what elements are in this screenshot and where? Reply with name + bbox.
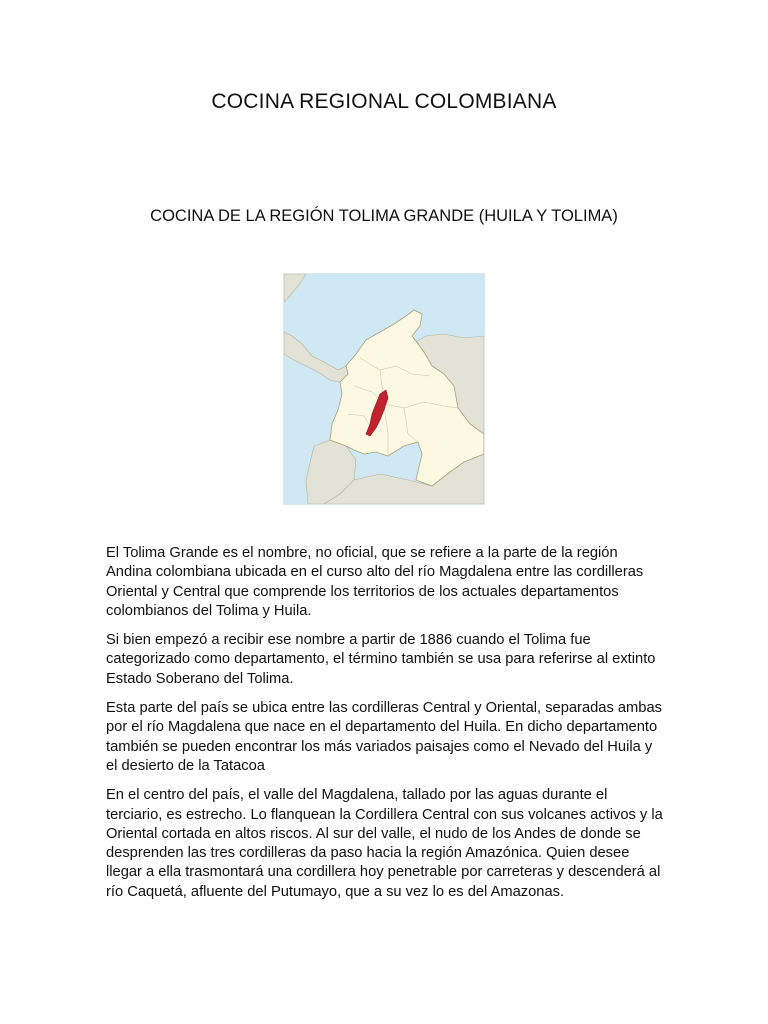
paragraph: En el centro del país, el valle del Magdalena, tallado por las aguas durante el terciario, es estrecho. Lo flanquean la Cordillera Central con sus volcanes activos y la Oriental cortada en altos riscos. Al sur del valle, el nudo de los Andes de donde se desprenden las tres cordilleras da paso hacia la región Amazónica. Quien desee llegar a ella trasmontará una cordillera hoy penetrable por carreteras y descenderá al río Caquetá, afluente del Putumayo, que a su vez lo es del Amazonas.	[106, 787, 663, 900]
colombia-location-map	[283, 273, 485, 505]
paragraph: Si bien empezó a recibir ese nombre a partir de 1886 cuando el Tolima fue categorizado como departamento, el término también se usa para referirse al extinto Estado Soberano del Tolima.	[106, 632, 656, 687]
paragraph: El Tolima Grande es el nombre, no oficial, que se refiere a la parte de la región Andina colombiana ubicada en el curso alto del río Magdalena entre las cordilleras Oriental y Central que comprende los territorios de los actuales departamentos colombianos del Tolima y Huila.	[106, 545, 644, 619]
body-text	[106, 544, 666, 912]
document-subtitle: COCINA DE LA REGIÓN TOLIMA GRANDE (HUILA Y TOLIMA)	[150, 207, 618, 225]
paragraph: Esta parte del país se ubica entre las cordilleras Central y Oriental, separadas ambas por el río Magdalena que nace en el departamento del Huila. En dicho departamento también se pueden encontrar los más variados paisajes como el Nevado del Huila y el desierto de la Tatacoa	[106, 700, 662, 774]
document-title: COCINA REGIONAL COLOMBIANA	[211, 90, 557, 113]
